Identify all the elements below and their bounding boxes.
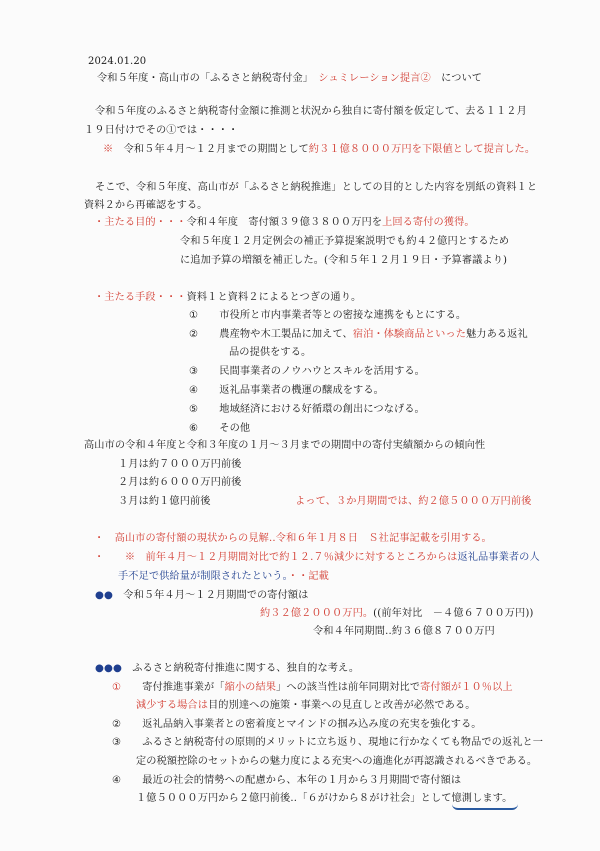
means-label: ・主たる手段・・・ — [94, 292, 187, 303]
amount-value-red: 約３２億２０００万円。 — [260, 608, 374, 619]
means-item-number: ⑥ — [189, 423, 199, 434]
views-item-text: 寄付推進事業が「 — [142, 682, 225, 693]
amount-previous: 令和４年同期間‥約３６億８７００万円 — [313, 626, 495, 637]
views-item-number: ① — [112, 682, 122, 693]
views-item-text: ふるさと納税寄付の原則的メリットに立ち返り、現地に行かなくても物品での返礼と一 — [142, 737, 544, 748]
views-item-text: 最近の社会的情勢への配慮から、本年の１月から３月期間で寄付額は — [142, 775, 462, 786]
means-item-highlight: 宿泊・体験商品といった — [352, 329, 467, 340]
views-item-continuation — [136, 699, 476, 713]
means-item-text: 返礼品事業者の機運の醸成をする。 — [219, 385, 384, 396]
views-item-highlight: 縮小の結果 — [224, 682, 277, 693]
purpose-line-2: 令和５年度１２月定例会の補正予算提案説明でも約４２億円とするため — [180, 236, 510, 247]
amount-heading — [95, 589, 308, 603]
means-item — [189, 328, 528, 342]
purpose-line-1 — [94, 216, 475, 230]
title-proposal: シュミレーション提言② — [318, 73, 431, 84]
means-item-text: 市役所と市内事業者等との密接な連携をもとにする。 — [219, 310, 467, 321]
means-item — [189, 403, 425, 417]
views-item-text: 返礼品納入事業者との密着度とマインドの掴み込み度の充実を強化する。 — [142, 719, 482, 730]
views-item-continuation: １億５０００万円から２億円前後‥「６がけから８がけ社会」として憶測します。 — [136, 793, 513, 804]
news-text: 高山市の寄付額の現状からの見解‥令和６年１月８日 Ｓ社記事記載を引用する。 — [114, 533, 492, 544]
title-prefix: 令和５年度・ — [97, 73, 159, 84]
means-item-text: 農産物や木工製品に加えて、 — [219, 329, 353, 340]
trend-summary: よって、３か月期間では、約２億５０００万円前後 — [295, 496, 532, 507]
views-item — [112, 736, 543, 750]
news-quote-end: ・・記載 — [287, 571, 329, 582]
reconfirm-line-1: そこで、令和５年度、高山市が「ふるさと納税推進」としての目的とした内容を別紙の資料１と — [95, 182, 538, 193]
trend-heading: 高山市の令和４年度と令和３年度の１月～３月までの期間中の寄付実績額からの傾向性 — [84, 440, 486, 451]
views-item-text: 目的別達への施策・事業への見直しと改善が必然である。 — [208, 700, 476, 711]
views-item-text: 」への該当性は前年同期対比で — [276, 682, 421, 693]
purpose-text: 令和４年度 寄付額３９億３８００万円を — [186, 217, 383, 228]
intro-note-text: 令和５年４月～１２月までの期間として — [123, 144, 309, 155]
news-mark: ※ — [124, 552, 136, 563]
means-item-number: ① — [189, 310, 199, 321]
means-item-text: 魅力ある返礼 — [466, 329, 528, 340]
intro-note-mark: ※ — [103, 144, 114, 155]
views-item-highlight: 減少する場合は — [136, 700, 209, 711]
news-bullet: ・ — [94, 533, 105, 544]
news-line-2: ・ ※ 前年４月～１２月期間対比で約１２.７％減少に対するところからは返礼品事業者の人 — [94, 552, 540, 563]
trend-month-1: １月は約７０００万円前後 — [118, 459, 242, 470]
amount-compare: ((前年対比 －４億６７００万円)) — [373, 608, 534, 619]
document-date: 2024.01.20 — [88, 56, 147, 67]
means-item-number: ② — [189, 329, 199, 340]
intro-note — [103, 143, 535, 157]
means-item — [189, 365, 425, 379]
purpose-highlight: 上回る寄付の獲得。 — [382, 217, 475, 228]
means-text: 資料１と資料２によるとつぎの通り。 — [186, 292, 362, 303]
intro-line-1: 令和５年度のふるさと納税寄付金額に推測と状況から独自に寄付額を仮定して、去る１１２月 — [95, 106, 527, 117]
views-item — [112, 681, 513, 695]
news-quote: 前年４月～１２月期間対比で約１２.７％減少に対するところからは — [145, 552, 458, 563]
views-item-highlight: 寄付額が１０％以上 — [420, 682, 513, 693]
bullet-icon: ●● — [95, 590, 113, 601]
handwritten-underline — [452, 796, 518, 810]
means-item-number: ③ — [189, 366, 199, 377]
bullet-icon: ●●● — [95, 663, 122, 674]
news-quote-highlight: 返礼品事業者の人 — [457, 552, 540, 563]
means-line — [94, 291, 361, 305]
trend-month-3: ３月は約１億円前後 — [118, 496, 211, 507]
news-line-3 — [118, 570, 329, 584]
views-heading — [95, 662, 359, 676]
means-item-text: 民間事業者のノウハウとスキルを活用する。 — [219, 366, 425, 377]
purpose-label: ・主たる目的・・・ — [94, 217, 187, 228]
views-item-continuation: 定の税額控除のセットからの魅力度による充実への適進化が再認識されるべきである。 — [136, 756, 538, 767]
means-item-text: その他 — [219, 423, 251, 434]
means-item-text: 地域経済における好循環の創出につなげる。 — [219, 404, 425, 415]
means-item — [189, 309, 466, 323]
views-item-number: ③ — [112, 737, 122, 748]
reconfirm-line-2: 資料２から再確認をする。 — [84, 200, 208, 211]
intro-line-2: １９日付けでその①では・・・・ — [84, 125, 239, 136]
intro-note-red: 約３１億８０００万円を下限値として提言した。 — [308, 144, 536, 155]
views-heading-text: ふるさと納税寄付推進に関する、独自的な考え。 — [132, 663, 360, 674]
means-item-number: ④ — [189, 385, 199, 396]
trend-month-2: ２月は約６０００万円前後 — [118, 477, 242, 488]
views-item-number: ④ — [112, 775, 122, 786]
views-item — [112, 774, 461, 788]
amount-heading-text: 令和５年４月～１２月期間での寄付額は — [123, 590, 309, 601]
views-item-number: ② — [112, 719, 122, 730]
news-line-1 — [94, 532, 492, 546]
news-quote-highlight: 手不足で供給量が制限されたという。 — [118, 571, 288, 582]
means-item — [189, 422, 250, 436]
amount-value — [260, 607, 534, 621]
means-item — [189, 384, 384, 398]
means-item-continuation: 品の提供をする。 — [229, 347, 312, 358]
title-city: 高山市の「ふるさと納税寄付金」 — [158, 73, 308, 84]
views-item — [112, 718, 482, 732]
means-item-number: ⑤ — [189, 404, 199, 415]
document-title — [97, 72, 482, 86]
title-suffix: について — [441, 73, 483, 84]
purpose-line-3: に追加予算の増額を補正した。(令和５年１２月１９日・予算審議より) — [180, 255, 508, 266]
